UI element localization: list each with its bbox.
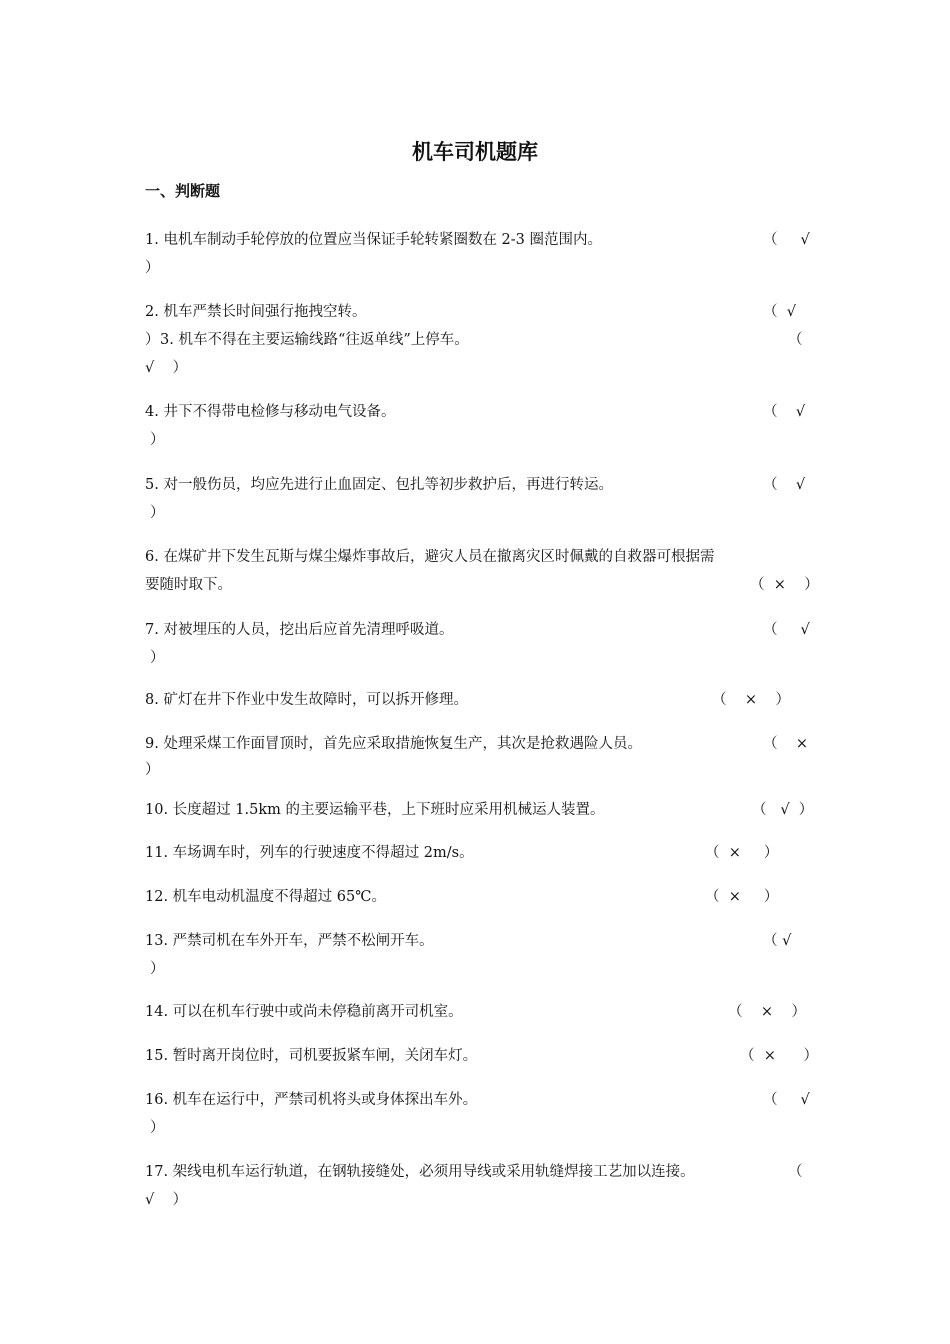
- question-15: 15. 暂时离开岗位时，司机要扳紧车闸，关闭车灯。: [145, 1048, 478, 1064]
- answer-6: （ × ）: [750, 577, 819, 593]
- question-14: 14. 可以在机车行驶中或尚未停稳前离开司机室。: [145, 1004, 463, 1020]
- answer-17: （: [788, 1164, 803, 1180]
- question-4: 4. 井下不得带电检修与移动电气设备。: [145, 404, 396, 420]
- question-17: 17. 架线电机车运行轨道，在钢轨接缝处，必须用导线或采用轨缝焊接工艺加以连接。: [145, 1164, 695, 1180]
- question-11: 11. 车场调车时，列车的行驶速度不得超过 2m/s。: [145, 845, 474, 861]
- answer-5: （ √: [763, 477, 806, 493]
- section-heading: 一、判断题: [145, 182, 221, 200]
- answer-14: （ × ）: [728, 1004, 807, 1020]
- answer-4: （ √: [763, 404, 806, 420]
- answer-1: （ √: [763, 232, 810, 248]
- answer-9: （ ×: [763, 736, 809, 752]
- question-6: 6. 在煤矿井下发生瓦斯与煤尘爆炸事故后，避灾人员在撤离灾区时佩戴的自救器可根据需: [145, 549, 715, 565]
- answer-16: （ √: [763, 1092, 810, 1108]
- answer-2: （ √: [763, 304, 796, 320]
- answer-11: （ × ）: [705, 845, 779, 861]
- answer-16-close: ）: [150, 1120, 165, 1136]
- answer-3: （: [788, 332, 803, 348]
- question-1: 1. 电机车制动手轮停放的位置应当保证手轮转紧圈数在 2-3 圈范围内。: [145, 232, 603, 248]
- question-5: 5. 对一般伤员，均应先进行止血固定、包扎等初步救护后，再进行转运。: [145, 477, 613, 493]
- question-2: 2. 机车严禁长时间强行拖拽空转。: [145, 304, 367, 320]
- answer-7: （ √: [763, 622, 810, 638]
- answer-2-close: ）: [145, 332, 160, 348]
- answer-4-close: ）: [150, 432, 165, 448]
- question-12: 12. 机车电动机温度不得超过 65℃。: [145, 889, 386, 905]
- page-title: 机车司机题库: [412, 140, 538, 164]
- question-6-cont: 要随时取下。: [145, 577, 232, 593]
- question-8: 8. 矿灯在井下作业中发生故障时，可以拆开修理。: [145, 692, 468, 708]
- answer-8: （ × ）: [712, 692, 791, 708]
- question-9: 9. 处理采煤工作面冒顶时，首先应采取措施恢复生产，其次是抢救遇险人员。: [145, 736, 642, 752]
- question-3: 3. 机车不得在主要运输线路“往返单线”上停车。: [160, 332, 469, 348]
- answer-17-close: √ ）: [145, 1192, 188, 1208]
- answer-15: （ × ）: [740, 1048, 819, 1064]
- answer-5-close: ）: [150, 505, 165, 521]
- answer-1-close: ）: [145, 260, 160, 276]
- answer-13: （ √: [763, 933, 792, 949]
- answer-12: （ × ）: [705, 889, 779, 905]
- answer-7-close: ）: [150, 650, 165, 666]
- answer-10: （ √ ）: [752, 802, 814, 818]
- question-7: 7. 对被埋压的人员，挖出后应首先清理呼吸道。: [145, 622, 454, 638]
- answer-9-close: ）: [145, 762, 160, 778]
- answer-13-close: ）: [150, 961, 165, 977]
- question-10: 10. 长度超过 1.5km 的主要运输平巷，上下班时应采用机械运人装置。: [145, 802, 605, 818]
- question-16: 16. 机车在运行中，严禁司机将头或身体探出车外。: [145, 1092, 478, 1108]
- answer-3-close: √ ）: [145, 360, 188, 376]
- question-13: 13. 严禁司机在车外开车，严禁不松闸开车。: [145, 933, 434, 949]
